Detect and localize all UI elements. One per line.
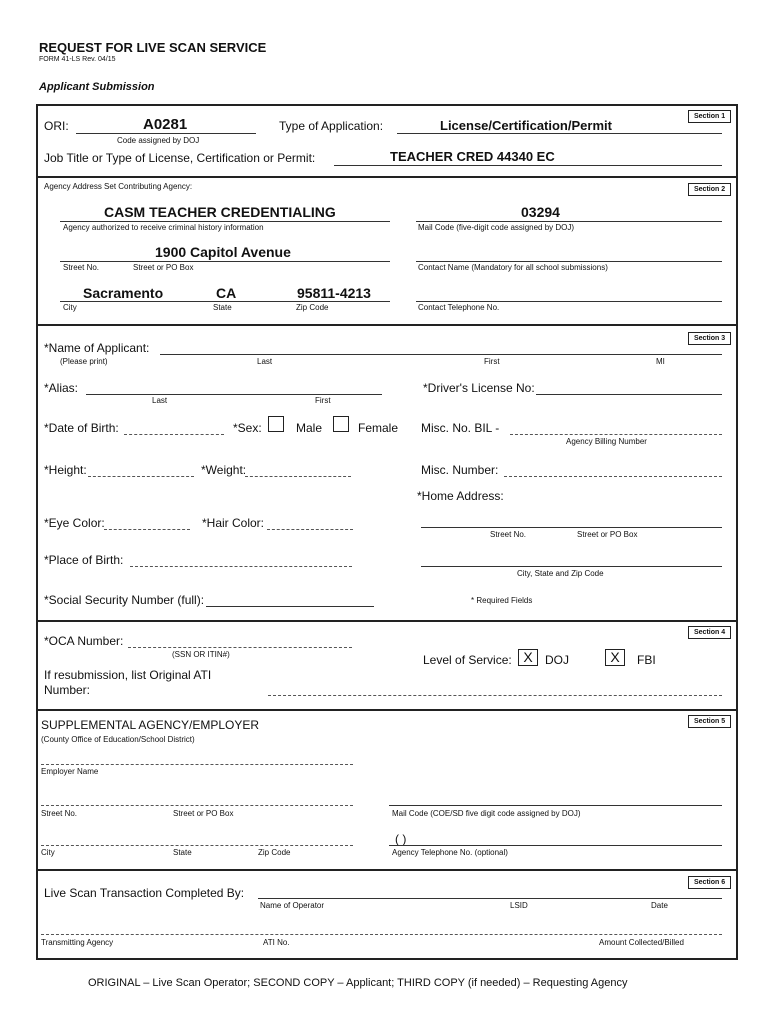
job-value[interactable]: TEACHER CRED 44340 EC xyxy=(390,149,555,164)
male-label: Male xyxy=(296,421,323,435)
supplemental-subtitle: (County Office of Education/School District) xyxy=(41,735,195,744)
home-city-input-line[interactable] xyxy=(421,566,722,567)
street-no-caption: Street No. xyxy=(63,263,100,272)
sex-label: *Sex: xyxy=(233,421,262,435)
transmitting-agency-caption: Transmitting Agency xyxy=(41,938,114,947)
dob-label: *Date of Birth: xyxy=(44,421,119,435)
copies-footer: ORIGINAL – Live Scan Operator; SECOND COPY – Applicant; THIRD COPY (if needed) – Requesting Agency xyxy=(88,977,628,989)
zip-caption: Zip Code xyxy=(296,303,329,312)
state-value[interactable]: CA xyxy=(216,285,237,301)
mail-code-value[interactable]: 03294 xyxy=(521,204,560,220)
hair-color-label: *Hair Color: xyxy=(202,516,265,530)
street-caption: Street or PO Box xyxy=(133,263,194,272)
misc-number-input-line[interactable] xyxy=(504,476,722,477)
resubmission-label-line2: Number: xyxy=(44,683,91,697)
agency-phone-parens: ( ) xyxy=(395,832,407,846)
name-label: *Name of Applicant: xyxy=(44,341,150,355)
alias-input-line[interactable] xyxy=(86,394,382,395)
first-name-caption: First xyxy=(484,357,500,366)
amount-collected-caption: Amount Collected/Billed xyxy=(599,938,684,947)
form-number: FORM 41-LS Rev. 04/15 xyxy=(39,56,116,63)
oca-number-label: *OCA Number: xyxy=(44,634,124,648)
form-subtitle: Applicant Submission xyxy=(39,81,155,93)
resubmission-label-line1: If resubmission, list Original ATI xyxy=(44,668,212,682)
home-street-po-caption: Street or PO Box xyxy=(577,530,638,539)
employer-name-caption: Employer Name xyxy=(41,767,99,776)
section-6-badge: Section 6 xyxy=(688,876,731,889)
lsid-caption: LSID xyxy=(510,901,528,910)
name-input-line[interactable] xyxy=(160,354,722,355)
drivers-license-input-line[interactable] xyxy=(536,394,722,395)
female-label: Female xyxy=(358,421,399,435)
section-1-badge: Section 1 xyxy=(688,110,731,123)
employer-name-input-line[interactable] xyxy=(41,764,353,765)
city-caption: City xyxy=(63,303,77,312)
section-5-badge: Section 5 xyxy=(688,715,731,728)
employer-city-caption: City xyxy=(41,848,55,857)
ori-caption: Code assigned by DOJ xyxy=(117,136,200,145)
height-label: *Height: xyxy=(44,463,87,477)
last-name-caption: Last xyxy=(257,357,273,366)
operator-caption: Name of Operator xyxy=(260,901,325,910)
weight-input-line[interactable] xyxy=(245,476,351,477)
city-value[interactable]: Sacramento xyxy=(83,285,164,301)
agency-phone-caption: Agency Telephone No. (optional) xyxy=(392,848,508,857)
agency-name-value[interactable]: CASM TEACHER CREDENTIALING xyxy=(104,204,336,220)
ori-value[interactable]: A0281 xyxy=(143,116,188,133)
employer-state-caption: State xyxy=(173,848,192,857)
agency-caption: Agency authorized to receive criminal history information xyxy=(63,223,264,232)
oca-number-input-line[interactable] xyxy=(128,647,352,648)
street-value[interactable]: 1900 Capitol Avenue xyxy=(155,244,291,260)
zip-value[interactable]: 95811-4213 xyxy=(297,285,371,301)
contact-name-caption: Contact Name (Mandatory for all school submissions) xyxy=(418,263,608,272)
place-of-birth-input-line[interactable] xyxy=(130,566,352,567)
level-of-service-label: Level of Service: xyxy=(423,653,512,667)
place-of-birth-label: *Place of Birth: xyxy=(44,553,124,567)
doj-checkbox[interactable]: X xyxy=(518,649,538,666)
agency-phone-input-line[interactable] xyxy=(389,845,722,846)
employer-street-po-caption: Street or PO Box xyxy=(173,809,234,818)
employer-city-input-line[interactable] xyxy=(41,845,353,846)
type-label: Type of Application: xyxy=(279,119,384,133)
section-3-badge: Section 3 xyxy=(688,332,731,345)
employer-street-no-caption: Street No. xyxy=(41,809,78,818)
weight-label: *Weight: xyxy=(201,463,247,477)
employer-street-input-line[interactable] xyxy=(41,805,353,806)
home-address-label: *Home Address: xyxy=(417,489,504,503)
height-input-line[interactable] xyxy=(88,476,194,477)
ati-number-input-line[interactable] xyxy=(268,695,722,696)
eye-color-label: *Eye Color: xyxy=(44,516,105,530)
employer-mail-code-input-line[interactable] xyxy=(389,805,722,806)
state-caption: State xyxy=(213,303,232,312)
mi-caption: MI xyxy=(656,357,665,366)
fbi-label: FBI xyxy=(637,653,656,667)
eye-color-input-line[interactable] xyxy=(104,529,190,530)
contact-phone-caption: Contact Telephone No. xyxy=(418,303,500,312)
fbi-checkbox[interactable]: X xyxy=(605,649,625,666)
ssn-input-line[interactable] xyxy=(206,606,374,607)
type-value[interactable]: License/Certification/Permit xyxy=(440,118,612,133)
employer-mail-code-caption: Mail Code (COE/SD five digit code assigned by DOJ) xyxy=(392,809,581,818)
home-street-input-line[interactable] xyxy=(421,527,722,528)
operator-input-line[interactable] xyxy=(258,898,722,899)
ssn-itin-caption: (SSN OR ITIN#) xyxy=(172,650,230,659)
mail-code-caption: Mail Code (five-digit code assigned by DOJ) xyxy=(418,223,575,232)
home-street-no-caption: Street No. xyxy=(490,530,527,539)
hair-color-input-line[interactable] xyxy=(267,529,353,530)
section-4-badge: Section 4 xyxy=(688,626,731,639)
ati-number-caption: ATI No. xyxy=(263,938,290,947)
job-label: Job Title or Type of License, Certification or Permit: xyxy=(44,151,316,165)
alias-first-caption: First xyxy=(315,396,331,405)
ssn-label: *Social Security Number (full): xyxy=(44,593,205,607)
agency-address-heading: Agency Address Set Contributing Agency: xyxy=(44,182,193,191)
alias-label: *Alias: xyxy=(44,381,79,395)
transmitting-input-line[interactable] xyxy=(41,934,722,935)
form-title: REQUEST FOR LIVE SCAN SERVICE xyxy=(39,40,267,55)
misc-bil-input-line[interactable] xyxy=(510,434,722,435)
completed-by-label: Live Scan Transaction Completed By: xyxy=(44,886,245,900)
employer-zip-caption: Zip Code xyxy=(258,848,291,857)
alias-last-caption: Last xyxy=(152,396,168,405)
please-print-caption: (Please print) xyxy=(60,357,108,366)
required-fields-note: * Required Fields xyxy=(471,596,533,605)
section-2-badge: Section 2 xyxy=(688,183,731,196)
doj-label: DOJ xyxy=(545,653,569,667)
city-state-zip-caption: City, State and Zip Code xyxy=(517,569,604,578)
female-checkbox[interactable] xyxy=(333,416,349,432)
dob-input-line[interactable] xyxy=(124,434,224,435)
drivers-license-label: *Driver's License No: xyxy=(423,381,535,395)
supplemental-title: SUPPLEMENTAL AGENCY/EMPLOYER xyxy=(41,718,260,732)
ori-label: ORI: xyxy=(44,119,69,133)
male-checkbox[interactable] xyxy=(268,416,284,432)
date-caption: Date xyxy=(651,901,668,910)
misc-bil-label: Misc. No. BIL - xyxy=(421,421,500,435)
agency-billing-caption: Agency Billing Number xyxy=(566,437,647,446)
misc-number-label: Misc. Number: xyxy=(421,463,499,477)
